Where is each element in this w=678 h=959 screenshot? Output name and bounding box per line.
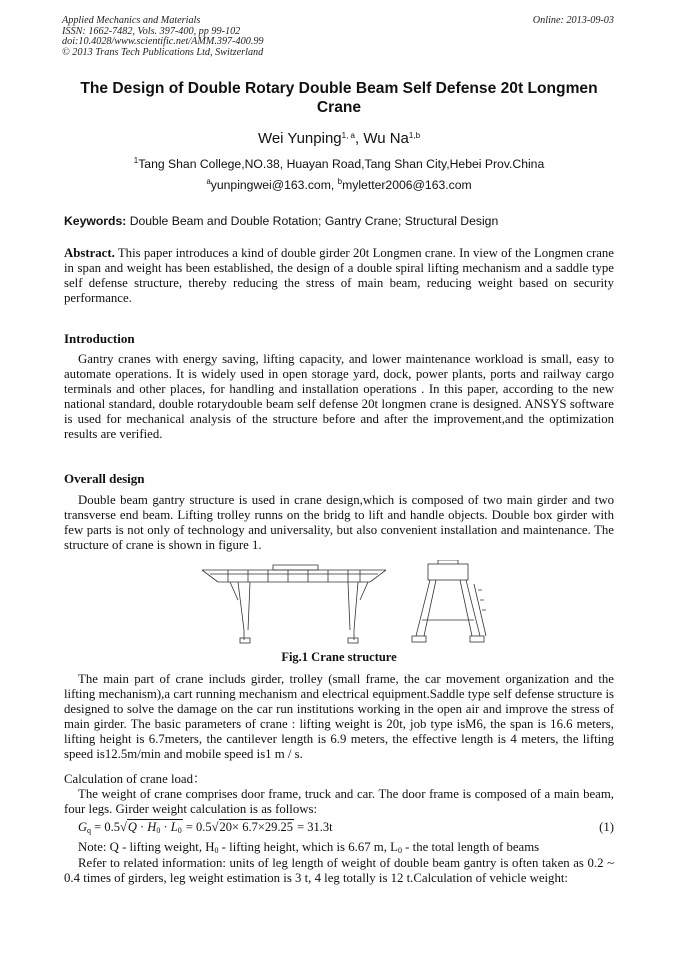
right-wheel-block [348, 638, 358, 643]
figure-caption: Fig.1 Crane structure [281, 650, 397, 664]
left-leg-brace [230, 582, 238, 600]
eq-Q: Q [127, 820, 137, 834]
eq-L: L [170, 820, 178, 834]
calculation-heading: Calculation of crane load： [64, 772, 206, 786]
main-part-text: The main part of crane includs girder, trolley (small frame, the car movement organization and the lifting mechanism),a cart running mechanism and electrical equipment.Saddle type self defense structure is designed to solve the damage on the car run institutions working in the open air and improve the stress of main girder. The basic parameters of crane : lifting weight is 20t, job type isM6, the span is 16.6 meters, lifting height is 6.7meters, the cantilever length is 6.9 meters, the effective length is 4 meters, the lifting speed is12.5m/min and mobile speed is1 m / s. [64, 672, 614, 762]
author-2-sup: 1,b [408, 131, 421, 140]
affiliation [0, 157, 678, 171]
overall-design-heading: Overall design [64, 471, 145, 486]
doi-line: doi:10.4028/www.scientific.net/AMM.397-400.99 [62, 36, 264, 48]
author-2: Wu Na [363, 130, 409, 147]
eq-dot-2: · [160, 820, 171, 834]
email-line [0, 178, 678, 192]
note-mid: - lifting height, which is 6.67 m, L [218, 840, 398, 854]
trolley-box [273, 565, 318, 570]
author-1: Wei Yunping [257, 130, 342, 147]
email-2[interactable]: myletter2006@163.com [342, 178, 472, 192]
eq-L-sub: 0 [177, 826, 182, 835]
side-leg-right [466, 580, 480, 636]
abstract [64, 246, 614, 306]
keywords-text: Double Beam and Double Rotation; Gantry Crane; Structural Design [126, 214, 499, 228]
author-separator: , [354, 130, 364, 147]
weight-text: The weight of crane comprises door frame, truck and car. The door frame is composed of a main beam, four legs. Girder weight calculation is as follows: [64, 787, 614, 817]
keywords [64, 214, 614, 228]
left-leg-outer [238, 582, 244, 640]
side-wheel-left [412, 636, 426, 642]
equation-1: $G_q = 0.5√Q \cdot H_0 \cdot L_0 = 0.5√20\times 6.7\times 29.25 = 31.3t$ [78, 820, 333, 835]
copyright-line: © 2013 Trans Tech Publications Ltd, Switzerland [62, 46, 264, 58]
right-leg-inner [348, 582, 350, 630]
side-ladder [474, 584, 486, 636]
eq-lhs: G [78, 820, 88, 834]
email-1-sup: a [206, 177, 211, 186]
keywords-label: Keywords: [64, 214, 127, 228]
side-leg-inner-left [424, 580, 436, 636]
abstract-label: Abstract. [64, 246, 115, 260]
side-leg-inner-right [460, 580, 472, 636]
overall-design-text: Double beam gantry structure is used in crane design,which is composed of two main girder and two transverse end beam. Lifting trolley runns on the bridg to lift and handle objects. Double box girder with few parts is not only of technology and universality, but also convenient installation and maintenance. The structure of crane is shown in figure 1. [64, 493, 614, 553]
eq-coef: = 0.5 [94, 820, 120, 834]
eq-rhs-radical: 20× 6.7×29.25 [219, 820, 293, 834]
eq-dot-1: · [136, 820, 148, 834]
introduction-heading: Introduction [64, 331, 135, 346]
refer-text: Refer to related information: units of leg length of weight of double beam gantry is often taken as 0.2 ~ 0.4 times of girders, leg weight estimation is 3 t, 4 leg totally is 12 t.Calculation of vehicle weight: [64, 856, 614, 886]
journal-header [62, 16, 264, 58]
left-leg-inner [248, 582, 250, 630]
journal-name: Applied Mechanics and Materials [62, 15, 201, 26]
affiliation-sup: 1 [133, 156, 139, 165]
introduction-text: Gantry cranes with energy saving, lifting capacity, and lower maintenance workload is small, easy to automate operations. It is widely used in open storage yard, dock, power plants, ports and railway cargo terminals and other places, for handling and installation operations . In this paper, according to the new national standard, double rotarydouble beam self defense 20t longmen crane is designed. ANSYS software is used for mechanical analysis of the structure before and after the improvement,and the optimization results are verified. [64, 352, 614, 442]
email-1[interactable]: yunpingwei@163.com, [210, 178, 338, 192]
side-top-cabin [438, 560, 458, 564]
eq-radical [127, 819, 183, 834]
side-leg-left [416, 580, 430, 636]
note-suffix: - the total length of beams [401, 840, 540, 854]
eq-H-sub: 0 [156, 826, 161, 835]
crane-structure-figure [198, 560, 498, 646]
eq-lhs-sub: q [87, 826, 92, 835]
girder-right-slope [370, 570, 386, 582]
side-top-frame [428, 564, 468, 580]
note-prefix: Note: Q - lifting weight, H [78, 840, 215, 854]
note-sub-1: 0 [214, 846, 219, 855]
eq-rhs-coef: = 0.5 [182, 820, 212, 834]
right-leg-brace [360, 582, 368, 600]
affiliation-text: Tang Shan College,NO.38, Huayan Road,Tang Shan City,Hebei Prov.China [138, 157, 545, 171]
paper-title: The Design of Double Rotary Double Beam Self Defense 20t Longmen Crane [80, 80, 598, 116]
side-wheel-right [470, 636, 484, 642]
girder-panels [228, 570, 360, 582]
eq-H: H [147, 820, 157, 834]
online-date: Online: 2013-09-03 [532, 15, 614, 26]
equation-number: (1) [599, 820, 614, 834]
right-leg-outer [354, 582, 358, 640]
author-line [0, 130, 678, 147]
abstract-text: This paper introduces a kind of double girder 20t Longmen crane. In view of the Longmen crane in span and weight has been established, the design of a double spiral lifting mechanism and a saddle type self defense structure, thereby reducing the stress of main beam, reducing weight based on security performance. [64, 246, 614, 306]
girder-left-slope [202, 570, 218, 582]
email-2-sup: b [337, 177, 343, 186]
eq-result: = 31.3t [294, 820, 333, 834]
note-text [64, 840, 614, 855]
issn-line: ISSN: 1662-7482, Vols. 397-400, pp 99-102 [62, 25, 241, 37]
note-sub-2: 0 [397, 846, 402, 855]
author-1-sup: 1, a [341, 131, 355, 140]
left-wheel-block [240, 638, 250, 643]
